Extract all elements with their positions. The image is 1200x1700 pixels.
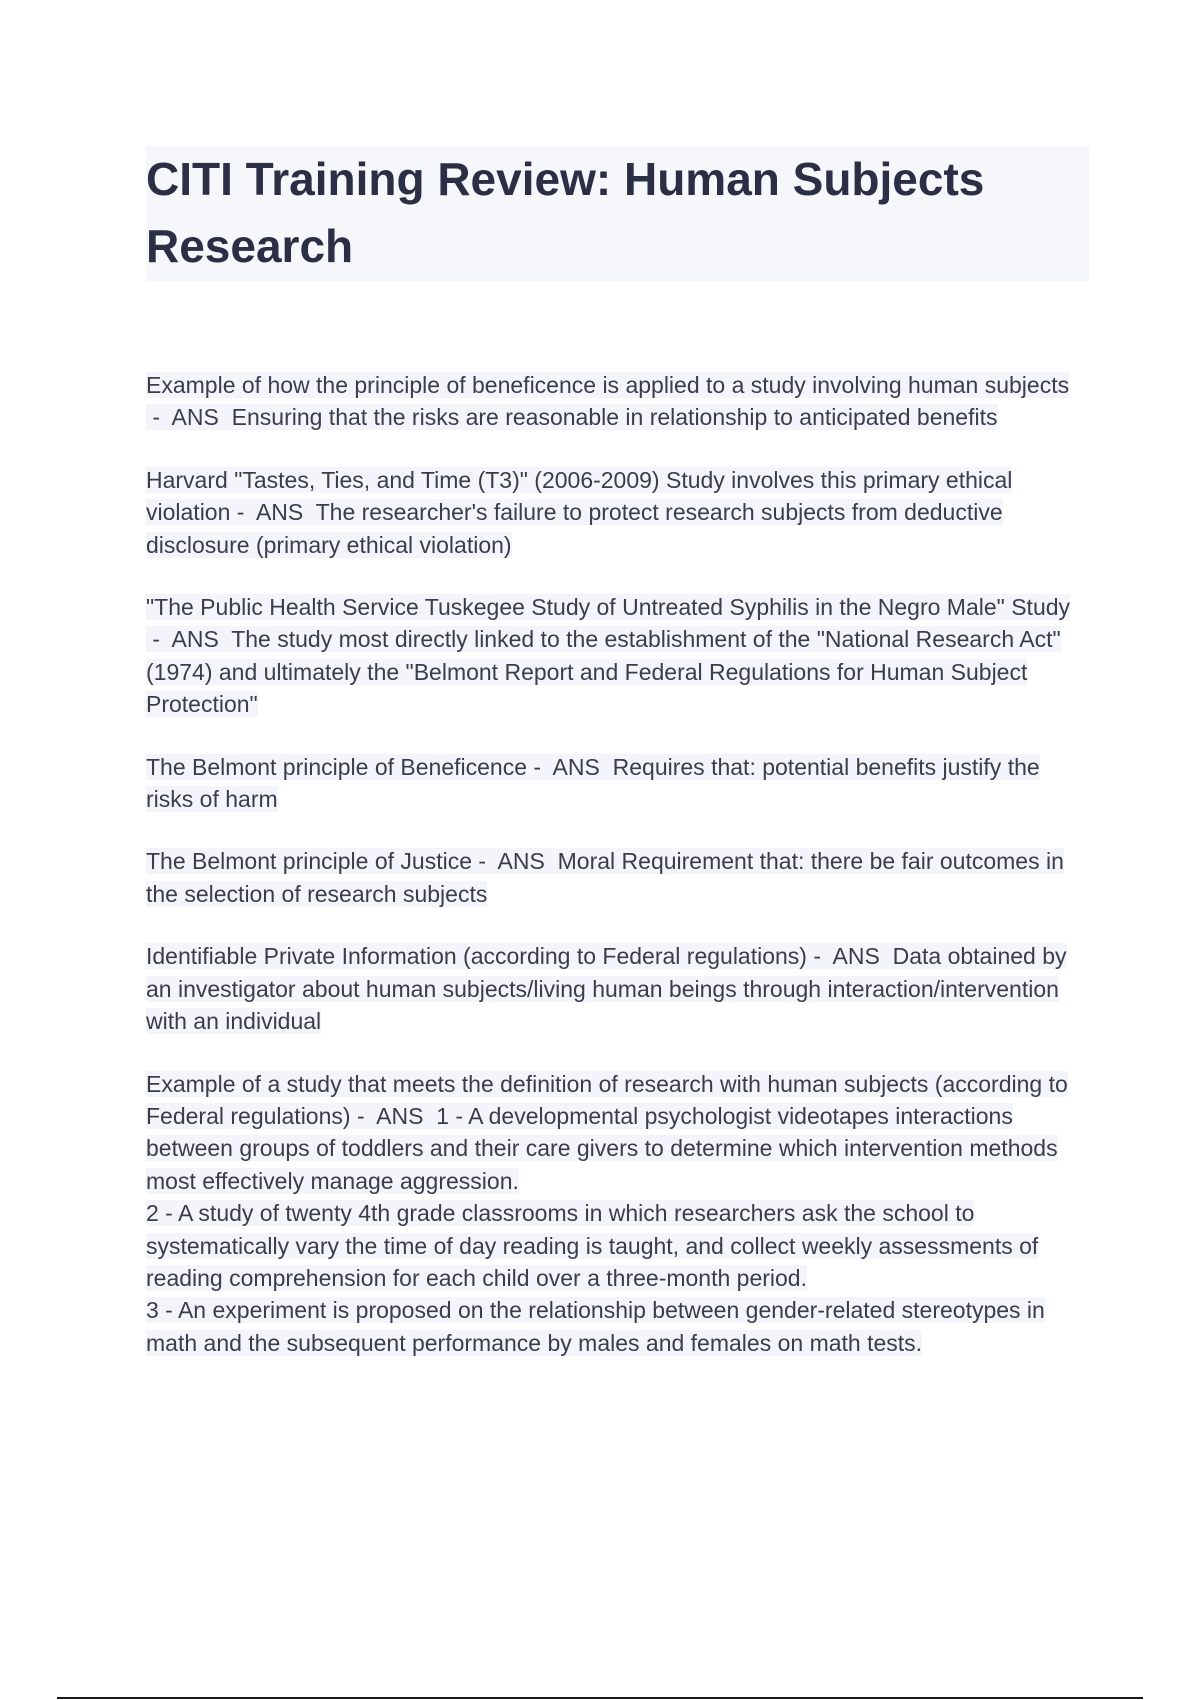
qa-item <box>146 845 1091 910</box>
ans-separator: - ANS <box>146 404 232 431</box>
answer-text: The researcher's failure to protect research subjects from deductive disclosure (primary ethical violation) <box>146 499 1003 558</box>
ans-separator: - ANS <box>806 943 893 970</box>
title-block <box>146 146 1089 281</box>
answer-text: The study most directly linked to the establishment of the "National Research Act" (1974) and ultimately the "Belmont Report and Federal Regulations for Human Subject Protection" <box>146 626 1061 718</box>
ans-separator: - ANS <box>146 626 232 653</box>
footer-rule <box>57 1697 1143 1699</box>
answer-text: Requires that: potential benefits justify the risks of harm <box>146 753 1040 813</box>
answer-text: Data obtained by an investigator about human subjects/living human beings through interaction/intervention with an individual <box>146 943 1067 1035</box>
question-text: Harvard "Tastes, Ties, and Time (T3)" (2006-2009) Study involves this primary ethical violation <box>146 466 1013 526</box>
ans-separator: - ANS <box>350 1102 437 1129</box>
question-text: The Belmont principle of Justice <box>146 848 472 875</box>
ans-separator: - ANS <box>472 848 558 875</box>
answer-continuation: 3 - An experiment is proposed on the relationship between gender-related stereotypes in math and the subsequent performance by males and females on math tests. <box>146 1297 1045 1356</box>
qa-item <box>146 369 1091 434</box>
ans-separator: - ANS <box>527 753 613 780</box>
qa-item <box>146 751 1091 816</box>
answer-text: Moral Requirement that: there be fair outcomes in the selection of research subjects <box>146 848 1064 907</box>
page-title: CITI Training Review: Human Subjects Research <box>146 153 985 272</box>
qa-item <box>146 1068 1091 1360</box>
answer-text: 1 - A developmental psychologist videotapes interactions between groups of toddlers and their care givers to determine which intervention methods most effectively manage aggression. <box>146 1102 1058 1194</box>
qa-item <box>146 940 1091 1037</box>
question-text: Example of a study that meets the definition of research with human subjects (according to Federal regulations) <box>146 1070 1068 1129</box>
question-text: Identifiable Private Information (according to Federal regulations) <box>146 943 807 970</box>
question-text: "The Public Health Service Tuskegee Study of Untreated Syphilis in the Negro Male" Study <box>146 594 1071 621</box>
answer-text: Ensuring that the risks are reasonable in relationship to anticipated benefits <box>231 404 998 431</box>
ans-separator: - ANS <box>230 499 316 526</box>
qa-item <box>146 464 1091 561</box>
qa-list <box>146 369 1091 1389</box>
answer-continuation: 2 - A study of twenty 4th grade classrooms in which researchers ask the school to systematically vary the time of day reading is taught, and collect weekly assessments of reading comprehension for each child over a three-month period. <box>146 1200 1039 1291</box>
question-text: The Belmont principle of Beneficence <box>146 753 527 780</box>
question-text: Example of how the principle of beneficence is applied to a study involving human subjects <box>146 372 1070 398</box>
qa-item <box>146 591 1091 721</box>
